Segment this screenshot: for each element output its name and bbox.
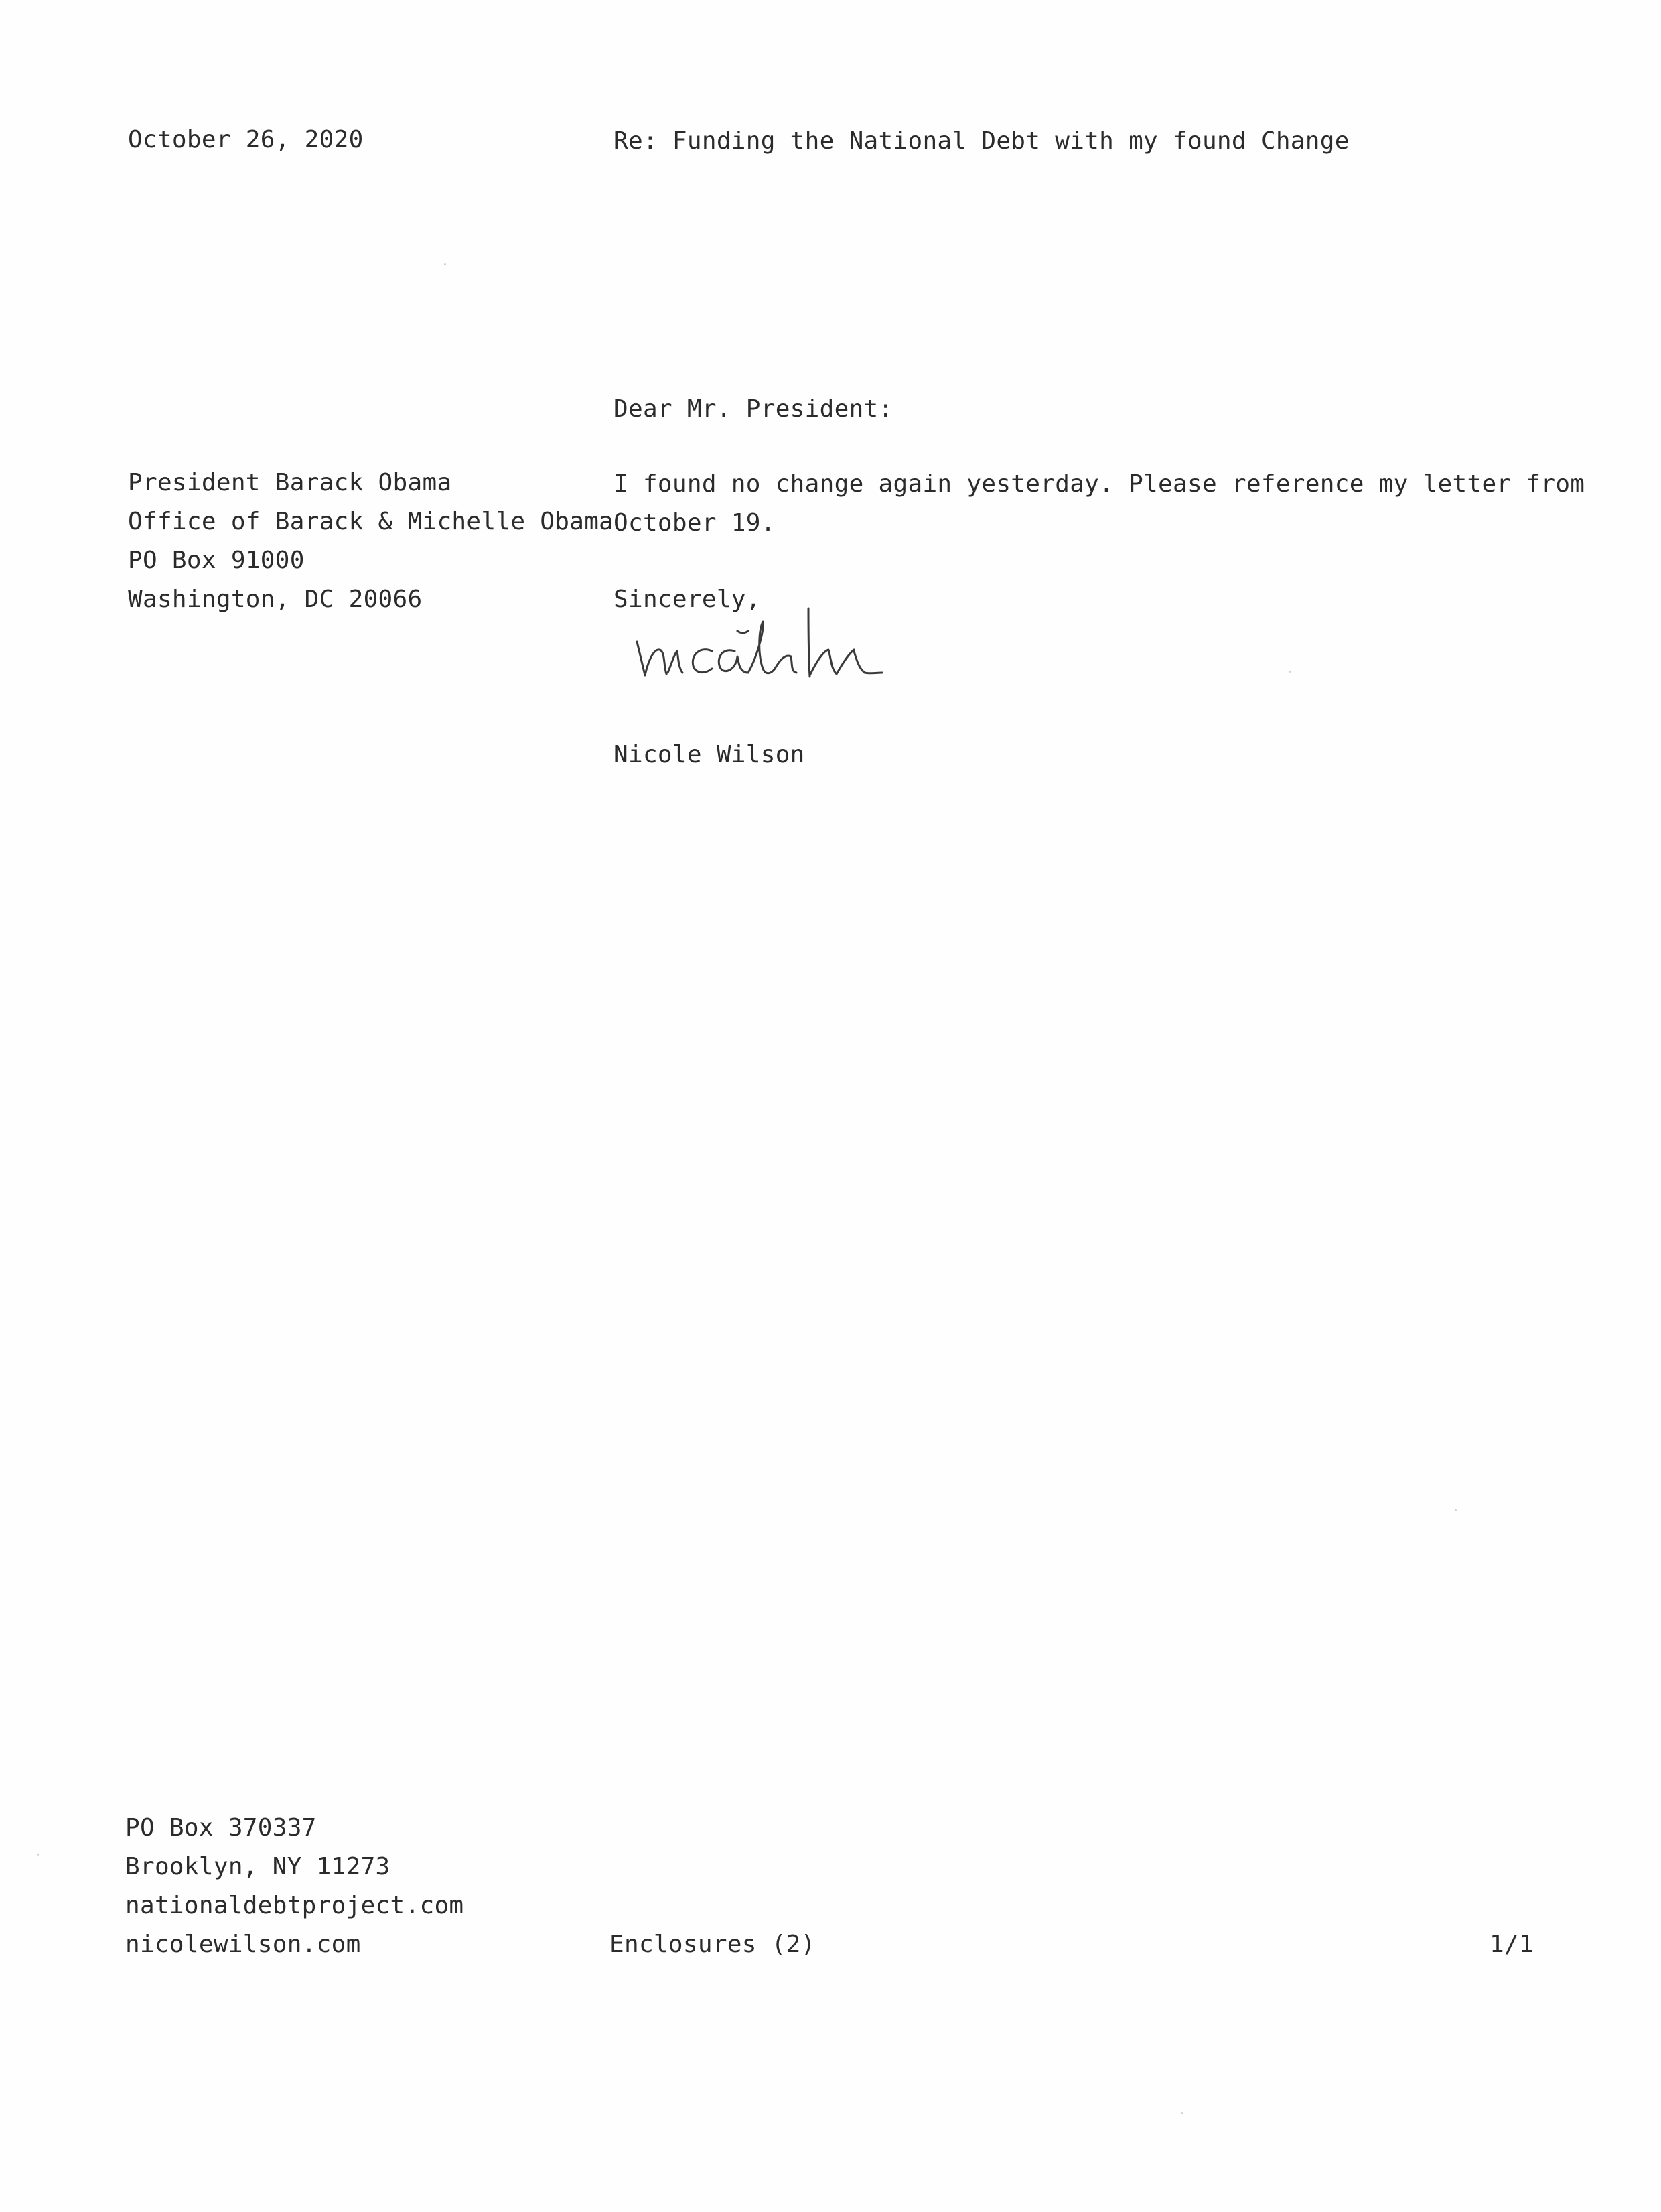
- recipient-address-line: President Barack Obama: [128, 469, 452, 496]
- recipient-address-line: Office of Barack & Michelle Obama: [128, 508, 614, 535]
- signer-name: Nicole Wilson: [613, 741, 805, 768]
- letter-subject: Re: Funding the National Debt with my found Change: [613, 127, 1350, 155]
- sender-website-link: nicolewilson.com: [125, 1931, 361, 1958]
- closing: Sincerely,: [613, 585, 761, 613]
- body-line: I found no change again yesterday. Please reference my letter from: [613, 470, 1585, 498]
- recipient-address: [128, 464, 613, 619]
- sender-address-line: PO Box 370337: [125, 1814, 317, 1842]
- letter-body: [613, 465, 1585, 543]
- sender-website-link: nationaldebtproject.com: [125, 1892, 464, 1919]
- page-number: 1/1: [1490, 1931, 1534, 1958]
- scan-speck: [1181, 2112, 1183, 2114]
- letter-date: October 26, 2020: [128, 126, 364, 153]
- handwritten-signature-icon: [633, 590, 968, 690]
- scan-speck: [444, 263, 446, 265]
- recipient-address-line: Washington, DC 20066: [128, 585, 423, 613]
- scan-speck: [37, 1854, 39, 1856]
- body-line: October 19.: [613, 509, 776, 537]
- sender-address: [125, 1809, 463, 1964]
- enclosures-note: Enclosures (2): [609, 1931, 816, 1958]
- recipient-address-line: PO Box 91000: [128, 547, 305, 574]
- salutation: Dear Mr. President:: [613, 395, 893, 423]
- scan-speck: [1455, 1509, 1457, 1511]
- scan-speck: [1289, 671, 1291, 673]
- sender-address-line: Brooklyn, NY 11273: [125, 1853, 390, 1880]
